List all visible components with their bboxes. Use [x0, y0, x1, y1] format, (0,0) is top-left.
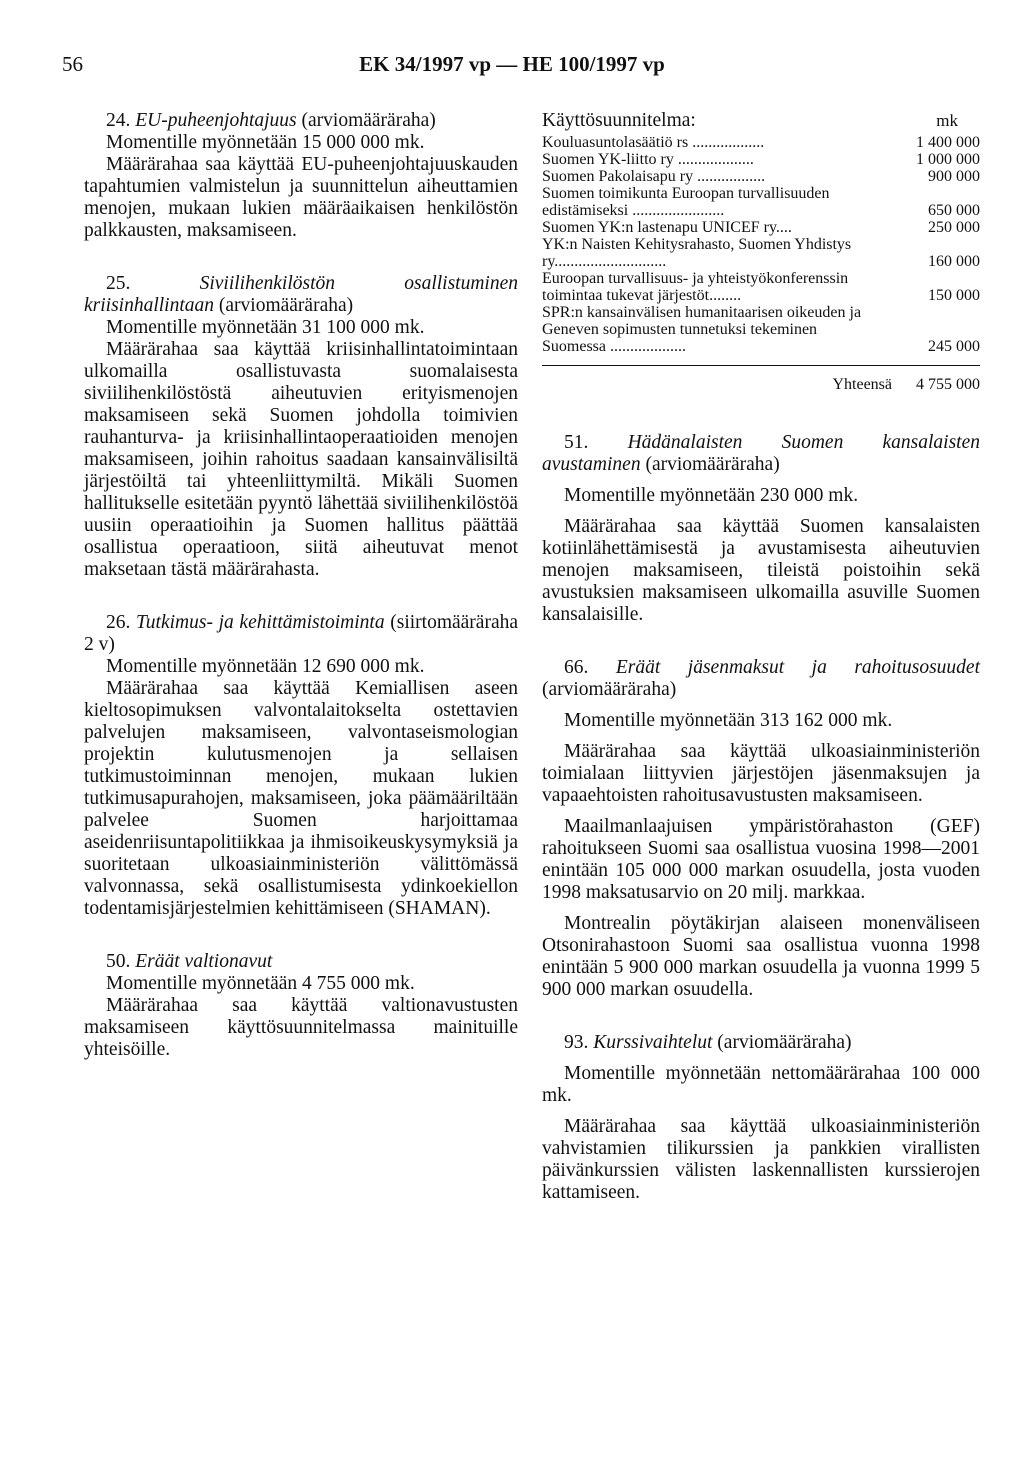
table-title: Käyttösuunnitelma: [542, 110, 696, 131]
item-text: Montrealin pöytäkirjan alaiseen monenväliseen Otsonirahastoon Suomi saa osallistua vuonna 1998 enintään 5 900 000 markan osuudella ja vuonna 1999 5 900 000 markan osuudella. [542, 913, 980, 1000]
left-column [84, 110, 518, 1092]
item-title: Siviilihenkilöstön osallistuminen kriisinhallintaan [84, 273, 518, 316]
row-name: YK:n Naisten Kehitysrahasto, Suomen Yhdistys ry............................ [542, 236, 852, 270]
item-text: Maailmanlaajuisen ympäristörahaston (GEF) rahoitukseen Suomi saa osallistua vuosina 1998—2001 enintään 105 000 000 markan osuudella, josta vuoden 1998 maksatusarvio on 20 milj. markkaa. [542, 816, 980, 903]
item-heading: 26. Tutkimus- ja kehittämistoiminta (siirtomääräraha 2 v) [84, 612, 519, 655]
item-grant: Momentille myönnetään 4 755 000 mk. [106, 973, 415, 994]
row-amount: 250 000 [928, 219, 980, 236]
item-title: Hädänalaisten Suomen kansalaisten avustaminen [542, 432, 980, 475]
item-grant: Momentille myönnetään 31 100 000 mk. [106, 317, 425, 338]
item-heading: 24. EU-puheenjohtajuus (arviomääräraha) [106, 110, 436, 131]
item-heading: 51. Hädänalaisten Suomen kansalaisten avustaminen (arviomääräraha) [542, 432, 980, 475]
row-name: Suomen toimikunta Euroopan turvallisuuden edistämiseksi ....................... [542, 185, 830, 219]
row-amount: 160 000 [928, 253, 980, 270]
table-row [542, 236, 980, 270]
item-text: Määrärahaa saa käyttää EU-puheenjohtajuuskauden tapahtumien valmistelun ja suunnittelun aiheuttamien menojen, mukaan lukien määräaikaisen henkilöstön palkkausten, maksamiseen. [84, 154, 518, 241]
row-name: Suomen YK:n lastenapu UNICEF ry.... [542, 219, 792, 236]
right-column [542, 110, 980, 1235]
row-amount: 150 000 [928, 287, 980, 304]
row-name: Suomen YK-liitto ry ................... [542, 151, 754, 168]
item-26 [84, 612, 518, 920]
table-row [542, 168, 980, 185]
item-grant: Momentille myönnetään 15 000 000 mk. [106, 132, 425, 153]
total-label: Yhteensä [832, 376, 892, 393]
table-row [542, 185, 980, 219]
row-amount: 900 000 [928, 168, 980, 185]
page-number: 56 [62, 52, 83, 76]
item-24 [84, 110, 518, 242]
item-text: Määrärahaa saa käyttää ulkoasiainministeriön vahvistamien tilikurssien ja pankkien virallisten päivänkurssien välisten laskennallisten kurssierojen kattamiseen. [542, 1116, 980, 1203]
item-93 [542, 1032, 980, 1204]
table-row [542, 304, 980, 355]
item-51 [542, 432, 980, 626]
item-grant: Momentille myönnetään nettomäärärahaa 100 000 mk. [542, 1063, 980, 1106]
item-66 [542, 657, 980, 1001]
item-title: Kurssivaihtelut [593, 1032, 713, 1053]
item-grant: Momentille myönnetään 230 000 mk. [564, 485, 859, 506]
item-heading: 50. Eräät valtionavut [106, 951, 273, 972]
item-heading: 93. Kurssivaihtelut (arviomääräraha) [564, 1032, 852, 1053]
row-name: Suomen Pakolaisapu ry ................. [542, 168, 766, 185]
table-row [542, 219, 980, 236]
table-total-row [542, 374, 980, 396]
running-head: EK 34/1997 vp — HE 100/1997 vp [359, 52, 665, 76]
row-name: SPR:n kansainvälisen humanitaarisen oikeuden ja Geneven sopimusten tunnetuksi tekeminen Suomessa ................... [542, 304, 862, 355]
item-grant: Momentille myönnetään 12 690 000 mk. [106, 656, 425, 677]
item-grant: Momentille myönnetään 313 162 000 mk. [564, 710, 893, 731]
row-amount: 650 000 [928, 202, 980, 219]
item-text: Määrärahaa saa käyttää ulkoasiainministeriön toimialaan liittyvien järjestöjen jäsenmaksujen ja vapaaehtoisten rahoitusavustusten maksamiseen. [542, 741, 980, 806]
total-amount: 4 755 000 [916, 376, 980, 393]
table-row [542, 270, 980, 304]
row-name: Kouluasuntolasäätiö rs .................. [542, 134, 765, 151]
row-name: Euroopan turvallisuus- ja yhteistyökonferenssin toimintaa tukevat järjestöt........ [542, 270, 849, 304]
item-50 [84, 951, 518, 1061]
item-title: Eräät valtionavut [135, 951, 273, 972]
item-title: Eräät jäsenmaksut ja rahoitusosuudet [615, 657, 981, 678]
item-text: Määrärahaa saa käyttää kriisinhallintatoimintaan ulkomailla osallistuvasta suomalaisesta siviilihenkilöstöstä aiheutuvien erityismenojen maksamiseen sekä Suomen johdolla toimivien rauhanturva- ja kriisinhallintaoperaatioiden menojen maksamiseen, joihin rahoitus saadaan kansainvälisiltä järjestöiltä tai yhteenliittymiltä. Mikäli Suomen hallitukselle esitetään pyyntö lähettää siviilihenkilöstöä uusiin operaatioihin ja Suomen hallitus päättää osallistua operaatioon, siitä aiheutuvat menot maksetaan tästä määrärahasta. [84, 339, 518, 580]
table-row [542, 151, 980, 168]
item-heading: 25. Siviilihenkilöstön osallistuminen kriisinhallintaan (arviomääräraha) [84, 273, 518, 316]
item-25 [84, 273, 518, 581]
row-amount: 1 000 000 [916, 151, 980, 168]
table-unit: mk [936, 111, 958, 130]
item-title: EU-puheenjohtajuus [135, 110, 297, 131]
table-row [542, 134, 980, 151]
row-amount: 245 000 [928, 338, 980, 355]
item-text: Määrärahaa saa käyttää valtionavustusten maksamiseen käyttösuunnitelmassa mainituille yhteisöille. [84, 995, 518, 1060]
table-header [542, 110, 980, 132]
total-divider [542, 365, 980, 366]
item-heading: 66. Eräät jäsenmaksut ja rahoitusosuudet (arviomääräraha) [542, 657, 981, 700]
row-amount: 1 400 000 [916, 134, 980, 151]
item-text: Määrärahaa saa käyttää Kemiallisen aseen kieltosopimuksen valvontalaitokselta ostettavien palvelujen maksamiseen, valvontaseismologian projektin kulutusmenojen ja sellaisen tutkimustoiminnan menojen, mukaan lukien tutkimusapurahojen, maksamiseen, joka päämääriltään palvelee Suomen harjoittamaa aseidenriisuntapolitiikkaa ja ihmisoikeuskysymyksiä ja suoritetaan ulkoasiainministeriön välittömässä valvonnassa, sekä osallistumisesta ydinkoekiellon todentamisjärjestelmien kehittämiseen (SHAMAN). [84, 678, 518, 919]
item-text: Määrärahaa saa käyttää Suomen kansalaisten kotiinlähettämisestä ja avustamisesta aiheutuvien menojen maksamiseen, tileistä poistoihin sekä avustuksien maksamiseen ulkomailla asuville Suomen kansalaisille. [542, 516, 980, 625]
usage-plan-table [542, 110, 980, 396]
item-title: Tutkimus- ja kehittämistoiminta [136, 612, 385, 633]
